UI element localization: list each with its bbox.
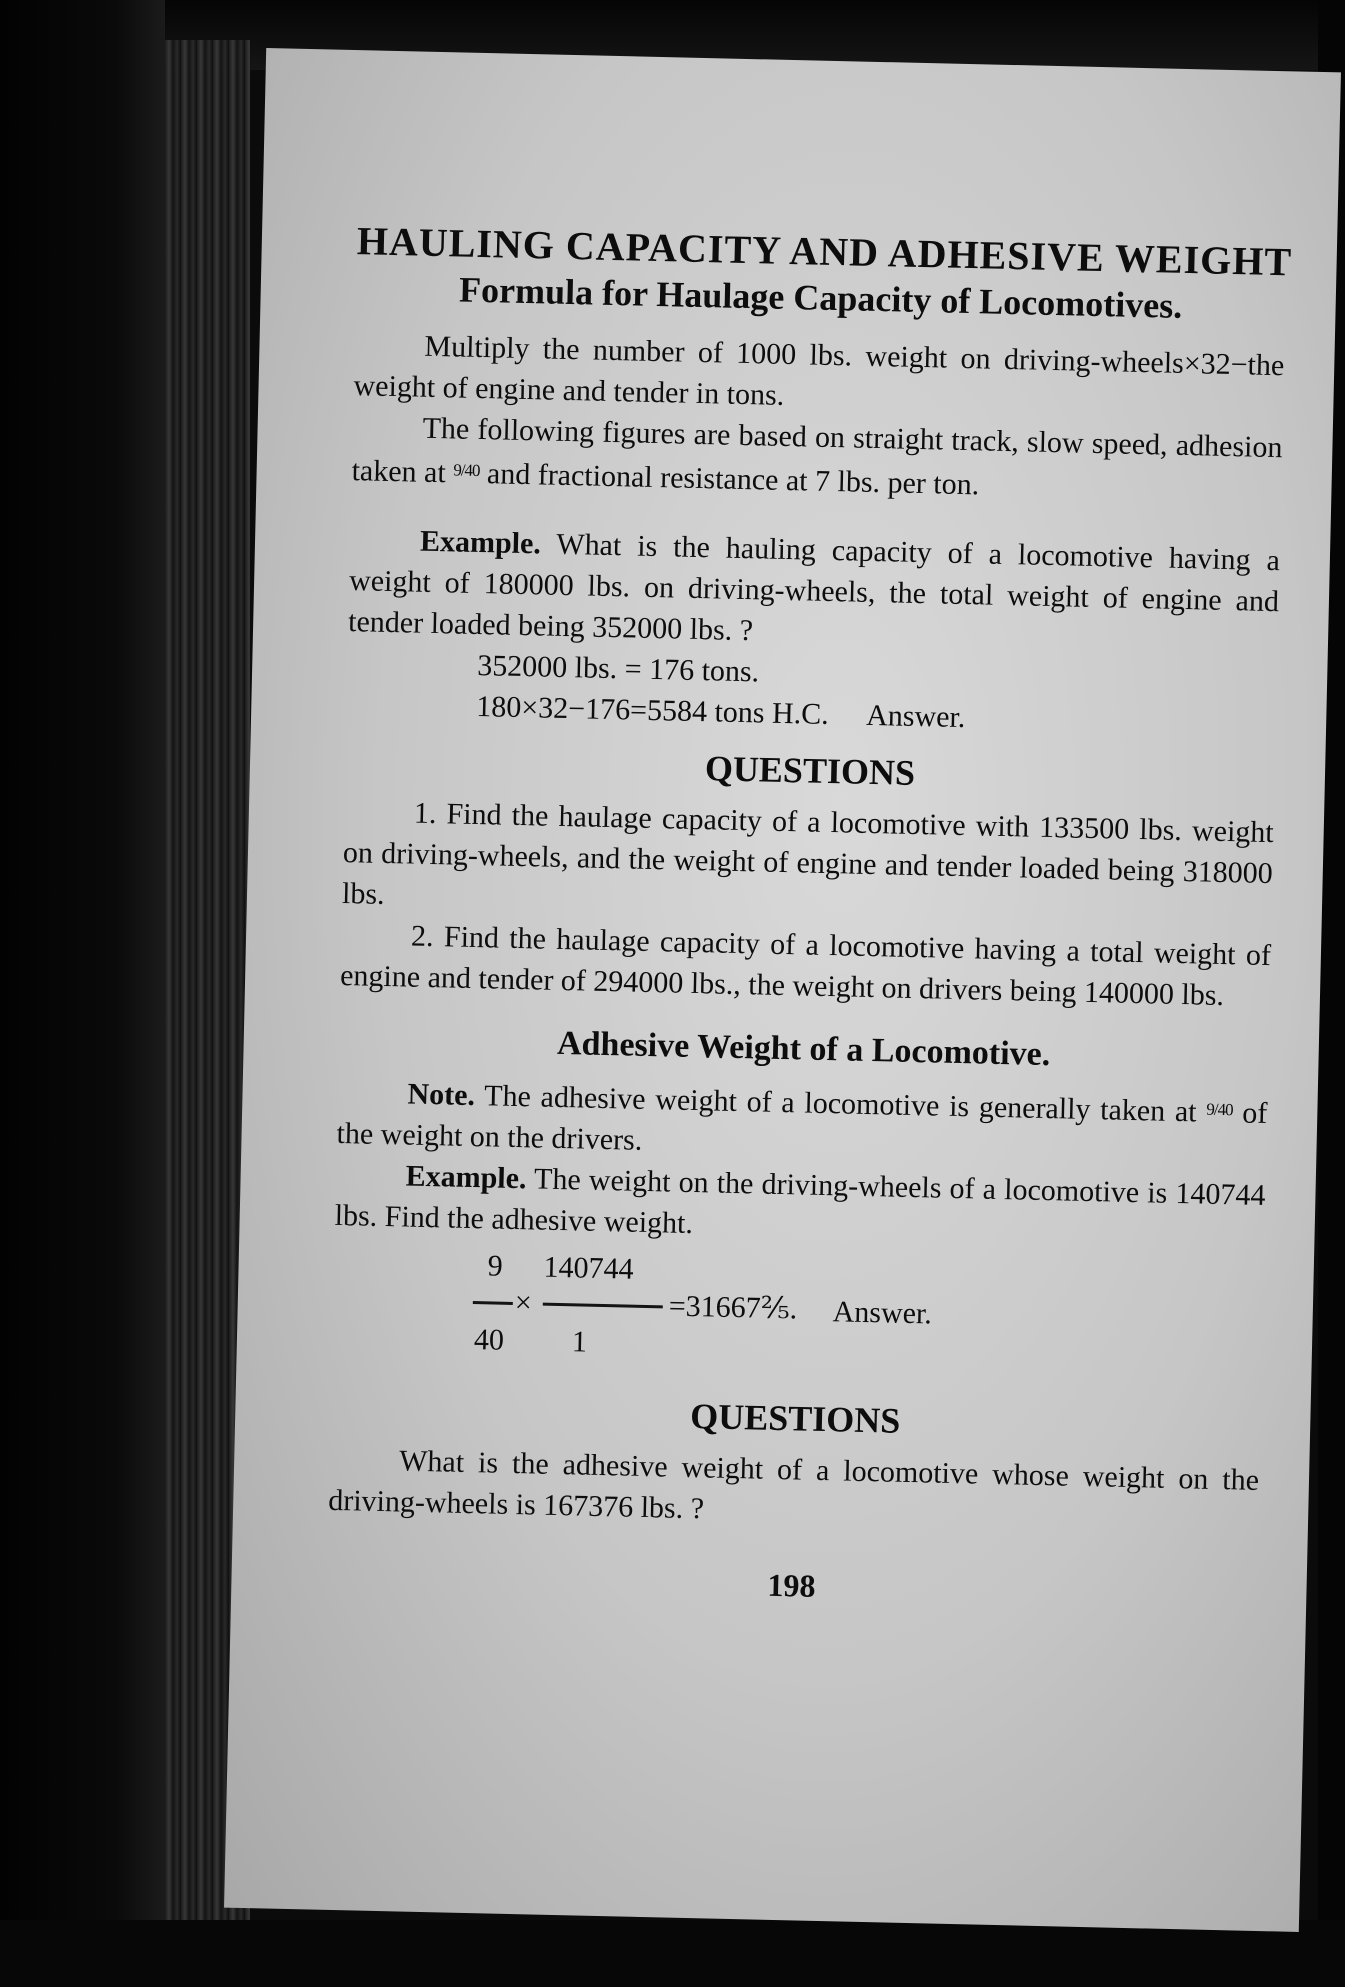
fraction-result: =31667⅖. <box>668 1289 798 1326</box>
question-adhesive: What is the adhesive weight of a locomotive whose weight on the driving-wheels is 167376 lbs. ? <box>327 1444 1260 1526</box>
denominator-1: 40 <box>473 1323 505 1357</box>
scan-border-bottom <box>0 1920 1345 1987</box>
adhesive-example-label: Example. <box>405 1159 527 1196</box>
formula-heading: Formula for Haulage Capacity of Locomotives. <box>458 269 1183 326</box>
question-2: 2. Find the haulage capacity of a locomotive having a total weight of engine and tender of 294000 lbs., the weight on drivers being 140000 lbs. <box>339 919 1272 1013</box>
adhesive-fraction: 9/40 <box>1206 1099 1233 1120</box>
fraction-bar-2 <box>543 1303 663 1309</box>
page-title: HAULING CAPACITY AND ADHESIVE WEIGHT <box>356 218 1293 285</box>
example-calculation-1: 352000 lbs. = 176 tons. <box>476 648 760 689</box>
fraction-calculation <box>471 1245 1264 1393</box>
calculation-expression: 180×32−176=5584 tons H.C. <box>475 689 830 731</box>
example-text: What is the hauling capacity of a locomotive having a weight of 180000 lbs. on driving-wheels, the total weight of engine and tender loaded being 352000 lbs. ? <box>347 527 1281 648</box>
formula-paragraph: Multiply the number of 1000 lbs. weight on driving-wheels×32−the weight of engine and tender in tons. <box>353 329 1285 412</box>
numerator-2: 140744 <box>543 1250 635 1286</box>
times-sign: × <box>514 1286 533 1320</box>
questions-heading-2: QUESTIONS <box>689 1396 901 1441</box>
assumptions-text: The following figures are based on straight track, slow speed, adhesion taken at <box>351 411 1283 490</box>
note-text: The adhesive weight of a locomotive is generally taken at <box>474 1079 1207 1129</box>
numerator-1: 9 <box>487 1249 504 1283</box>
question-1: 1. Find the haulage capacity of a locomotive with 133500 lbs. weight on driving-wheels, and the weight of engine and tender loaded being 318000 lbs. <box>341 796 1275 911</box>
note-tail: of the weight on the drivers. <box>336 1096 1268 1157</box>
note-label: Note. <box>407 1077 476 1113</box>
page-content <box>326 218 1293 1617</box>
fraction-bar-1 <box>473 1301 513 1305</box>
denominator-2: 1 <box>571 1325 588 1359</box>
questions-heading: QUESTIONS <box>704 748 916 793</box>
answer-label: Answer. <box>865 698 966 735</box>
assumptions-tail: and fractional resistance at 7 lbs. per ton. <box>479 456 980 502</box>
fraction-answer-label: Answer. <box>832 1295 933 1331</box>
example-label: Example. <box>419 524 542 561</box>
scan-border-left <box>0 0 165 1987</box>
example-paragraph <box>348 519 1281 663</box>
adhesive-heading: Adhesive Weight of a Locomotive. <box>556 1024 1051 1074</box>
book-page <box>224 48 1341 1932</box>
page-number: 198 <box>767 1566 816 1604</box>
adhesion-fraction: 9/40 <box>453 460 480 480</box>
adhesive-example-text: The weight on the driving-wheels of a locomotive is 140744 lbs. Find the adhesive weight. <box>334 1162 1266 1241</box>
